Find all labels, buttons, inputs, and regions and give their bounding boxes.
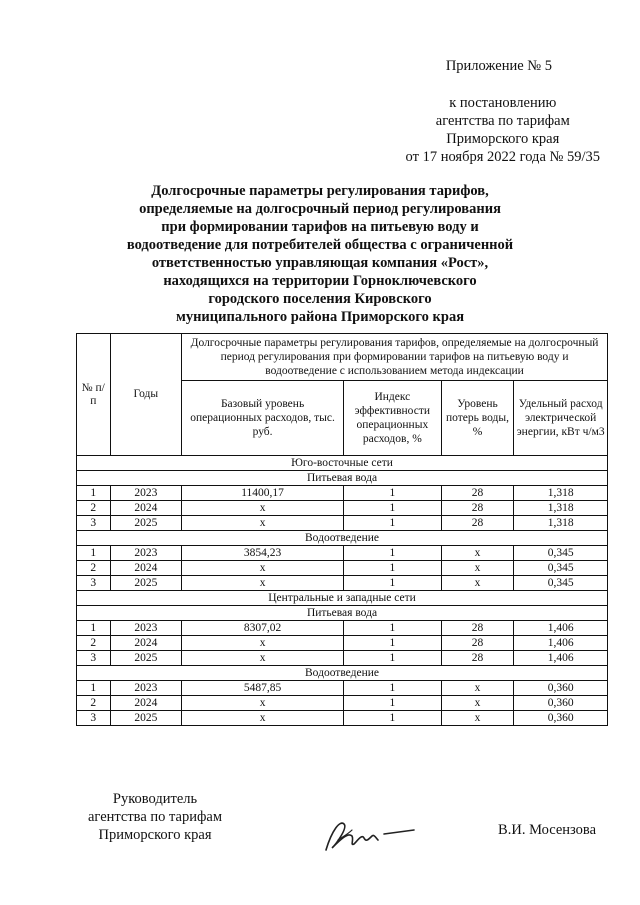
basis-line: к постановлению [449,95,557,111]
cell-energy: 1,406 [514,651,608,666]
cell-base: 3854,23 [182,546,344,561]
cell-base: х [182,501,344,516]
table-row [77,576,608,591]
position-line: Руководитель [112,791,198,807]
cell-number: 2 [77,561,111,576]
cell-efficiency: 1 [344,651,442,666]
cell-energy: 0,360 [514,696,608,711]
cell-loss: х [441,546,514,561]
title-line: находящихся на территории Горноключевского [163,273,477,289]
cell-year: 2024 [110,501,182,516]
service-heading: Питьевая вода [77,471,608,486]
cell-number: 1 [77,621,111,636]
zone-heading: Центральные и западные сети [77,591,608,606]
header-water-loss: Уровень потерь воды, % [441,381,514,456]
cell-base: х [182,561,344,576]
signature-mark [318,810,418,860]
position-line: агентства по тарифам [88,809,222,825]
header-number: № п/п [77,334,111,456]
cell-loss: 28 [441,636,514,651]
basis-line: от 17 ноября 2022 года № 59/35 [405,149,600,165]
cell-base: х [182,696,344,711]
cell-year: 2023 [110,546,182,561]
table-row [77,696,608,711]
header-energy-consumption: Удельный расход электрической энергии, кВт ч/м3 [514,381,608,456]
appendix-label: Приложение № 5 [445,58,552,74]
cell-efficiency: 1 [344,501,442,516]
table-row [77,501,608,516]
header-years: Годы [110,334,182,456]
position-line: Приморского края [98,827,212,843]
zone-heading: Юго-восточные сети [77,456,608,471]
cell-loss: х [441,681,514,696]
resolution-reference [406,94,600,166]
cell-loss: 28 [441,486,514,501]
cell-energy: 0,360 [514,711,608,726]
header-base-level: Базовый уровень операционных расходов, тыс. руб. [182,381,344,456]
cell-base: х [182,651,344,666]
cell-base: 11400,17 [182,486,344,501]
cell-number: 3 [77,651,111,666]
cell-efficiency: 1 [344,711,442,726]
basis-line: агентства по тарифам [435,113,570,129]
cell-loss: 28 [441,621,514,636]
table-row [77,636,608,651]
title-line: Долгосрочные параметры регулирования тарифов, [151,183,489,199]
table-row [77,561,608,576]
cell-energy: 0,345 [514,561,608,576]
cell-efficiency: 1 [344,486,442,501]
header-group: Долгосрочные параметры регулирования тарифов, определяемые на долгосрочный период регулирования при формировании тарифов на питьевую воду и водоотведение с использованием метода индексации [182,334,608,381]
title-line: ответственностью управляющая компания «Рост», [151,255,489,271]
cell-base: х [182,576,344,591]
cell-energy: 0,345 [514,546,608,561]
cell-base: 5487,85 [182,681,344,696]
service-heading: Водоотведение [77,531,608,546]
table-row [77,516,608,531]
cell-efficiency: 1 [344,636,442,651]
cell-year: 2023 [110,681,182,696]
cell-number: 2 [77,501,111,516]
cell-energy: 0,345 [514,576,608,591]
cell-energy: 1,406 [514,636,608,651]
service-heading: Питьевая вода [77,606,608,621]
cell-year: 2025 [110,651,182,666]
cell-efficiency: 1 [344,516,442,531]
cell-energy: 1,318 [514,516,608,531]
cell-efficiency: 1 [344,561,442,576]
cell-year: 2025 [110,516,182,531]
signer-position [88,790,222,844]
cell-efficiency: 1 [344,576,442,591]
cell-year: 2023 [110,621,182,636]
service-heading: Водоотведение [77,666,608,681]
cell-number: 3 [77,711,111,726]
cell-loss: 28 [441,651,514,666]
title-line: муниципального района Приморского края [175,309,465,325]
cell-base: 8307,02 [182,621,344,636]
table-row [77,621,608,636]
cell-efficiency: 1 [344,546,442,561]
header-efficiency-index: Индекс эффективности операционных расходов, % [344,381,442,456]
cell-base: х [182,711,344,726]
cell-base: х [182,636,344,651]
basis-line: Приморского края [446,131,560,147]
cell-number: 3 [77,516,111,531]
cell-loss: х [441,561,514,576]
cell-year: 2025 [110,576,182,591]
cell-number: 2 [77,636,111,651]
cell-loss: 28 [441,516,514,531]
cell-loss: х [441,696,514,711]
cell-energy: 1,318 [514,486,608,501]
cell-year: 2024 [110,561,182,576]
signer-name: В.И. Мосензова [498,822,596,838]
title-line: городского поселения Кировского [208,291,432,307]
cell-year: 2023 [110,486,182,501]
cell-year: 2025 [110,711,182,726]
cell-loss: 28 [441,501,514,516]
cell-efficiency: 1 [344,621,442,636]
table-row [77,681,608,696]
title-line: определяемые на долгосрочный период регулирования [139,201,501,217]
cell-number: 3 [77,576,111,591]
title-line: водоотведение для потребителей общества с ограниченной [126,237,514,253]
cell-energy: 1,318 [514,501,608,516]
document-title [100,182,540,326]
table-row [77,486,608,501]
cell-base: х [182,516,344,531]
cell-year: 2024 [110,696,182,711]
cell-year: 2024 [110,636,182,651]
table-row [77,651,608,666]
title-line: при формировании тарифов на питьевую воду и [161,219,479,235]
cell-energy: 0,360 [514,681,608,696]
cell-loss: х [441,711,514,726]
cell-number: 1 [77,486,111,501]
table-row [77,546,608,561]
cell-number: 1 [77,546,111,561]
tariff-parameters-table [76,333,608,726]
table-row [77,711,608,726]
cell-loss: х [441,576,514,591]
cell-number: 1 [77,681,111,696]
cell-efficiency: 1 [344,681,442,696]
cell-efficiency: 1 [344,696,442,711]
cell-energy: 1,406 [514,621,608,636]
cell-number: 2 [77,696,111,711]
